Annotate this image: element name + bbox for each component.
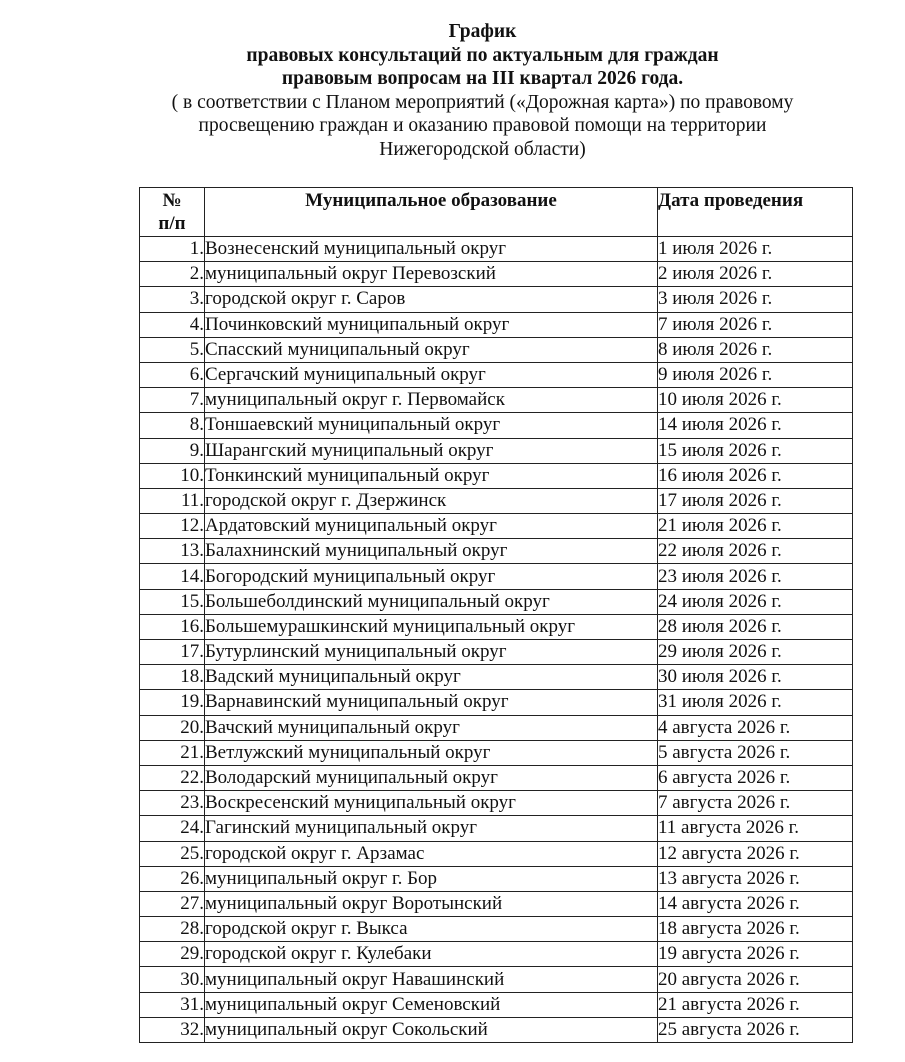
document-subtitle-line-2: правовым вопросам на III квартал 2026 года. — [281, 68, 684, 90]
table-row — [140, 287, 853, 312]
municipality-cell: муниципальный округ Перевозский — [205, 262, 658, 287]
column-header-number-symbol: № — [162, 190, 182, 211]
table-row — [140, 237, 853, 262]
row-number-cell: 16. — [140, 614, 205, 639]
row-number-cell: 6. — [140, 362, 205, 387]
row-number-cell: 27. — [140, 891, 205, 916]
date-cell: 19 августа 2026 г. — [658, 942, 853, 967]
row-number-cell: 20. — [140, 715, 205, 740]
table-row — [140, 665, 853, 690]
municipality-cell: Большеболдинский муниципальный округ — [205, 589, 658, 614]
row-number-cell: 12. — [140, 514, 205, 539]
document-note-line-3: Нижегородской области) — [379, 138, 586, 160]
row-number-cell: 14. — [140, 564, 205, 589]
row-number-cell: 21. — [140, 740, 205, 765]
municipality-cell: Большемурашкинский муниципальный округ — [205, 614, 658, 639]
date-cell: 14 июля 2026 г. — [658, 413, 853, 438]
municipality-cell: Шарангский муниципальный округ — [205, 438, 658, 463]
row-number-cell: 13. — [140, 539, 205, 564]
document-heading — [0, 20, 905, 162]
table-row — [140, 866, 853, 891]
municipality-cell: Ардатовский муниципальный округ — [205, 514, 658, 539]
municipality-cell: муниципальный округ Воротынский — [205, 891, 658, 916]
consultation-schedule-table — [139, 187, 853, 1043]
row-number-cell: 8. — [140, 413, 205, 438]
municipality-cell: муниципальный округ г. Бор — [205, 866, 658, 891]
date-cell: 9 июля 2026 г. — [658, 362, 853, 387]
date-cell: 7 июля 2026 г. — [658, 312, 853, 337]
table-row — [140, 1017, 853, 1042]
table-row — [140, 765, 853, 790]
date-cell: 10 июля 2026 г. — [658, 388, 853, 413]
date-cell: 6 августа 2026 г. — [658, 765, 853, 790]
date-cell: 21 июля 2026 г. — [658, 514, 853, 539]
row-number-cell: 9. — [140, 438, 205, 463]
table-header-row — [140, 188, 853, 237]
table-row — [140, 992, 853, 1017]
date-cell: 7 августа 2026 г. — [658, 791, 853, 816]
municipality-cell: городской округ г. Дзержинск — [205, 488, 658, 513]
municipality-cell: городской округ г. Выкса — [205, 917, 658, 942]
row-number-cell: 10. — [140, 463, 205, 488]
table-row — [140, 791, 853, 816]
date-cell: 25 августа 2026 г. — [658, 1017, 853, 1042]
date-cell: 23 июля 2026 г. — [658, 564, 853, 589]
table-row — [140, 891, 853, 916]
table-row — [140, 564, 853, 589]
municipality-cell: муниципальный округ Семеновский — [205, 992, 658, 1017]
row-number-cell: 1. — [140, 237, 205, 262]
table-row — [140, 640, 853, 665]
date-cell: 1 июля 2026 г. — [658, 237, 853, 262]
table-row — [140, 539, 853, 564]
date-cell: 5 августа 2026 г. — [658, 740, 853, 765]
date-cell: 30 июля 2026 г. — [658, 665, 853, 690]
date-cell: 15 июля 2026 г. — [658, 438, 853, 463]
municipality-cell: Вачский муниципальный округ — [205, 715, 658, 740]
date-cell: 13 августа 2026 г. — [658, 866, 853, 891]
table-row — [140, 463, 853, 488]
municipality-cell: Сергачский муниципальный округ — [205, 362, 658, 387]
municipality-cell: Балахнинский муниципальный округ — [205, 539, 658, 564]
column-header-date: Дата проведения — [658, 188, 853, 237]
table-row — [140, 438, 853, 463]
row-number-cell: 29. — [140, 942, 205, 967]
table-body — [140, 237, 853, 1043]
column-header-number-abbrev: п/п — [158, 213, 186, 234]
row-number-cell: 28. — [140, 917, 205, 942]
date-cell: 2 июля 2026 г. — [658, 262, 853, 287]
table-row — [140, 337, 853, 362]
date-cell: 20 августа 2026 г. — [658, 967, 853, 992]
row-number-cell: 7. — [140, 388, 205, 413]
table-row — [140, 614, 853, 639]
row-number-cell: 2. — [140, 262, 205, 287]
municipality-cell: Ветлужский муниципальный округ — [205, 740, 658, 765]
municipality-cell: городской округ г. Арзамас — [205, 841, 658, 866]
date-cell: 4 августа 2026 г. — [658, 715, 853, 740]
document-note-line-2: просвещению граждан и оказанию правовой помощи на территории — [198, 115, 767, 137]
row-number-cell: 26. — [140, 866, 205, 891]
municipality-cell: муниципальный округ Сокольский — [205, 1017, 658, 1042]
table-row — [140, 514, 853, 539]
date-cell: 21 августа 2026 г. — [658, 992, 853, 1017]
table-row — [140, 917, 853, 942]
date-cell: 28 июля 2026 г. — [658, 614, 853, 639]
row-number-cell: 15. — [140, 589, 205, 614]
municipality-cell: Бутурлинский муниципальный округ — [205, 640, 658, 665]
municipality-cell: городской округ г. Саров — [205, 287, 658, 312]
column-header-municipality: Муниципальное образование — [205, 188, 658, 237]
date-cell: 3 июля 2026 г. — [658, 287, 853, 312]
table-row — [140, 841, 853, 866]
municipality-cell: Богородский муниципальный округ — [205, 564, 658, 589]
document-subtitle-line-1: правовых консультаций по актуальным для граждан — [246, 44, 719, 66]
table-row — [140, 690, 853, 715]
municipality-cell: городской округ г. Кулебаки — [205, 942, 658, 967]
row-number-cell: 23. — [140, 791, 205, 816]
municipality-cell: Вознесенский муниципальный округ — [205, 237, 658, 262]
municipality-cell: Воскресенский муниципальный округ — [205, 791, 658, 816]
row-number-cell: 32. — [140, 1017, 205, 1042]
municipality-cell: Вадский муниципальный округ — [205, 665, 658, 690]
date-cell: 12 августа 2026 г. — [658, 841, 853, 866]
table-row — [140, 488, 853, 513]
table-row — [140, 589, 853, 614]
document-note-line-1: ( в соответствии с Планом мероприятий («Дорожная карта») по правовому — [171, 91, 794, 113]
row-number-cell: 17. — [140, 640, 205, 665]
date-cell: 8 июля 2026 г. — [658, 337, 853, 362]
date-cell: 29 июля 2026 г. — [658, 640, 853, 665]
municipality-cell: Тонкинский муниципальный округ — [205, 463, 658, 488]
row-number-cell: 24. — [140, 816, 205, 841]
table-row — [140, 262, 853, 287]
table-row — [140, 967, 853, 992]
row-number-cell: 31. — [140, 992, 205, 1017]
municipality-cell: Спасский муниципальный округ — [205, 337, 658, 362]
date-cell: 16 июля 2026 г. — [658, 463, 853, 488]
municipality-cell: Володарский муниципальный округ — [205, 765, 658, 790]
row-number-cell: 19. — [140, 690, 205, 715]
municipality-cell: Починковский муниципальный округ — [205, 312, 658, 337]
table-row — [140, 362, 853, 387]
table-row — [140, 816, 853, 841]
table-row — [140, 942, 853, 967]
row-number-cell: 5. — [140, 337, 205, 362]
row-number-cell: 25. — [140, 841, 205, 866]
date-cell: 31 июля 2026 г. — [658, 690, 853, 715]
row-number-cell: 4. — [140, 312, 205, 337]
table-row — [140, 740, 853, 765]
date-cell: 24 июля 2026 г. — [658, 589, 853, 614]
table-row — [140, 388, 853, 413]
municipality-cell: Гагинский муниципальный округ — [205, 816, 658, 841]
table-row — [140, 413, 853, 438]
municipality-cell: муниципальный округ Навашинский — [205, 967, 658, 992]
column-header-number — [140, 188, 205, 237]
row-number-cell: 22. — [140, 765, 205, 790]
municipality-cell: Варнавинский муниципальный округ — [205, 690, 658, 715]
date-cell: 11 августа 2026 г. — [658, 816, 853, 841]
document-title: График — [448, 21, 517, 42]
row-number-cell: 18. — [140, 665, 205, 690]
municipality-cell: Тоншаевский муниципальный округ — [205, 413, 658, 438]
row-number-cell: 3. — [140, 287, 205, 312]
row-number-cell: 11. — [140, 488, 205, 513]
table-row — [140, 312, 853, 337]
row-number-cell: 30. — [140, 967, 205, 992]
table-row — [140, 715, 853, 740]
date-cell: 22 июля 2026 г. — [658, 539, 853, 564]
date-cell: 17 июля 2026 г. — [658, 488, 853, 513]
date-cell: 14 августа 2026 г. — [658, 891, 853, 916]
date-cell: 18 августа 2026 г. — [658, 917, 853, 942]
municipality-cell: муниципальный округ г. Первомайск — [205, 388, 658, 413]
